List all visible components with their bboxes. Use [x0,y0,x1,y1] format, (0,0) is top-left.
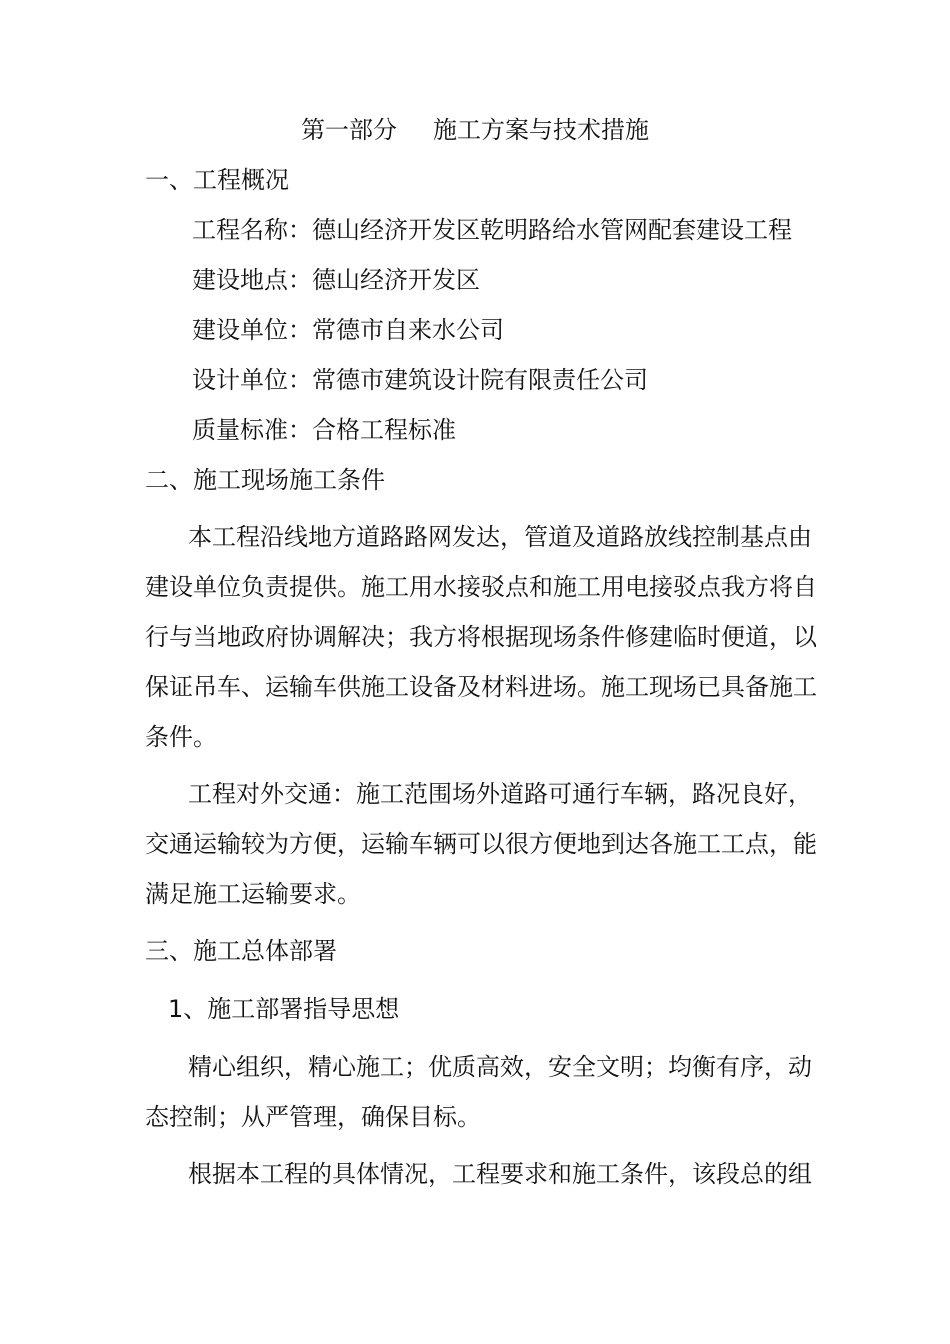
paragraph-line: 条件。 [145,723,217,751]
section-heading-overview: 一、工程概况 [145,166,289,194]
paragraph-line: 行与当地政府协调解决；我方将根据现场条件修建临时便道，以 [145,623,817,651]
info-quality: 质量标准：合格工程标准 [192,416,456,444]
info-designer: 设计单位：常德市建筑设计院有限责任公司 [192,366,648,394]
subsection-heading-guiding-principle: 1、施工部署指导思想 [168,995,400,1023]
paragraph-line: 交通运输较为方便，运输车辆可以很方便地到达各施工工点，能 [145,830,817,858]
page-title [0,115,950,145]
info-location: 建设地点：德山经济开发区 [192,266,480,294]
info-project-name: 工程名称：德山经济开发区乾明路给水管网配套建设工程 [192,216,792,244]
paragraph-line: 工程对外交通：施工范围场外道路可通行车辆，路况良好， [188,780,812,808]
paragraph-line: 态控制；从严管理，确保目标。 [145,1103,481,1131]
paragraph-line: 保证吊车、运输车供施工设备及材料进场。施工现场已具备施工 [145,673,817,701]
info-owner: 建设单位：常德市自来水公司 [192,316,504,344]
title-main: 施工方案与技术措施 [433,116,649,144]
paragraph-line: 根据本工程的具体情况，工程要求和施工条件，该段总的组 [188,1160,812,1188]
section-heading-site-conditions: 二、施工现场施工条件 [145,466,385,494]
section-heading-deployment: 三、施工总体部署 [145,937,337,965]
paragraph-line: 本工程沿线地方道路路网发达，管道及道路放线控制基点由 [188,523,812,551]
paragraph-line: 精心组织，精心施工；优质高效，安全文明；均衡有序，动 [188,1053,812,1081]
title-part: 第一部分 [301,116,397,144]
paragraph-line: 满足施工运输要求。 [145,880,361,908]
paragraph-line: 建设单位负责提供。施工用水接驳点和施工用电接驳点我方将自 [145,573,817,601]
